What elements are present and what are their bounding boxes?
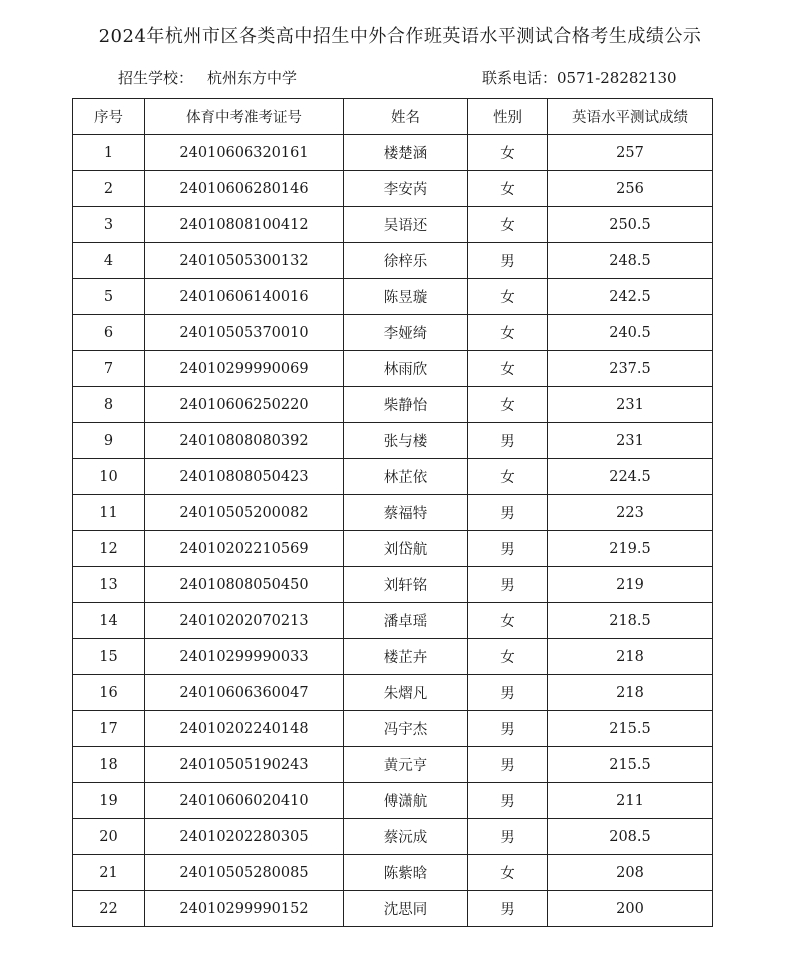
cell-index: 20	[73, 819, 145, 855]
cell-name: 朱熠凡	[344, 675, 468, 711]
cell-score: 256	[548, 171, 713, 207]
cell-name: 林雨欣	[344, 351, 468, 387]
cell-name: 沈思同	[344, 891, 468, 927]
cell-index: 5	[73, 279, 145, 315]
cell-score: 211	[548, 783, 713, 819]
table-row	[73, 891, 713, 927]
table-row	[73, 135, 713, 171]
cell-gender: 女	[468, 603, 548, 639]
cell-index: 17	[73, 711, 145, 747]
cell-score: 237.5	[548, 351, 713, 387]
cell-name: 蔡福特	[344, 495, 468, 531]
header-score: 英语水平测试成绩	[548, 99, 713, 135]
cell-gender: 男	[468, 747, 548, 783]
cell-exam-id: 24010606140016	[145, 279, 344, 315]
cell-gender: 女	[468, 387, 548, 423]
cell-index: 3	[73, 207, 145, 243]
table-row	[73, 387, 713, 423]
cell-name: 柴静怡	[344, 387, 468, 423]
cell-name: 张与楼	[344, 423, 468, 459]
cell-index: 12	[73, 531, 145, 567]
table-row	[73, 855, 713, 891]
cell-index: 4	[73, 243, 145, 279]
cell-name: 刘轩铭	[344, 567, 468, 603]
cell-gender: 男	[468, 495, 548, 531]
cell-name: 李娅绮	[344, 315, 468, 351]
cell-gender: 男	[468, 531, 548, 567]
cell-exam-id: 24010606360047	[145, 675, 344, 711]
cell-index: 1	[73, 135, 145, 171]
cell-score: 257	[548, 135, 713, 171]
cell-index: 8	[73, 387, 145, 423]
cell-index: 13	[73, 567, 145, 603]
table-row	[73, 711, 713, 747]
table-row	[73, 315, 713, 351]
table-row	[73, 639, 713, 675]
cell-score: 240.5	[548, 315, 713, 351]
cell-score: 218	[548, 675, 713, 711]
cell-gender: 男	[468, 891, 548, 927]
cell-score: 218	[548, 639, 713, 675]
cell-score: 219.5	[548, 531, 713, 567]
header-index: 序号	[73, 99, 145, 135]
cell-index: 19	[73, 783, 145, 819]
cell-gender: 女	[468, 171, 548, 207]
cell-gender: 男	[468, 819, 548, 855]
cell-name: 潘卓瑶	[344, 603, 468, 639]
table-row	[73, 603, 713, 639]
cell-gender: 女	[468, 135, 548, 171]
cell-gender: 女	[468, 279, 548, 315]
cell-exam-id: 24010808050450	[145, 567, 344, 603]
cell-score: 215.5	[548, 711, 713, 747]
cell-score: 215.5	[548, 747, 713, 783]
cell-score: 231	[548, 423, 713, 459]
cell-score: 208	[548, 855, 713, 891]
cell-name: 陈紫晗	[344, 855, 468, 891]
cell-name: 蔡沅成	[344, 819, 468, 855]
cell-exam-id: 24010808080392	[145, 423, 344, 459]
table-header-row	[73, 99, 713, 135]
table-row	[73, 567, 713, 603]
cell-name: 林芷依	[344, 459, 468, 495]
page-title: 2024年杭州市区各类高中招生中外合作班英语水平测试合格考生成绩公示	[98, 26, 702, 47]
cell-gender: 女	[468, 315, 548, 351]
cell-name: 傅潇航	[344, 783, 468, 819]
cell-gender: 女	[468, 639, 548, 675]
cell-exam-id: 24010808100412	[145, 207, 344, 243]
table-row	[73, 675, 713, 711]
cell-score: 219	[548, 567, 713, 603]
cell-name: 李安芮	[344, 171, 468, 207]
cell-exam-id: 24010202280305	[145, 819, 344, 855]
cell-gender: 女	[468, 351, 548, 387]
cell-score: 218.5	[548, 603, 713, 639]
cell-exam-id: 24010299990152	[145, 891, 344, 927]
cell-exam-id: 24010505190243	[145, 747, 344, 783]
cell-exam-id: 24010202240148	[145, 711, 344, 747]
table-row	[73, 495, 713, 531]
cell-score: 231	[548, 387, 713, 423]
score-table	[72, 98, 713, 927]
cell-index: 10	[73, 459, 145, 495]
cell-index: 6	[73, 315, 145, 351]
cell-score: 208.5	[548, 819, 713, 855]
table-row	[73, 783, 713, 819]
cell-index: 16	[73, 675, 145, 711]
cell-name: 冯宇杰	[344, 711, 468, 747]
cell-name: 吴语还	[344, 207, 468, 243]
cell-index: 9	[73, 423, 145, 459]
cell-score: 250.5	[548, 207, 713, 243]
cell-exam-id: 24010606250220	[145, 387, 344, 423]
cell-gender: 男	[468, 711, 548, 747]
cell-gender: 女	[468, 855, 548, 891]
school-label: 招生学校：	[118, 69, 194, 87]
header-exam-id: 体育中考准考证号	[145, 99, 344, 135]
table-row	[73, 351, 713, 387]
cell-gender: 女	[468, 207, 548, 243]
cell-exam-id: 24010505200082	[145, 495, 344, 531]
cell-exam-id: 24010606320161	[145, 135, 344, 171]
cell-index: 14	[73, 603, 145, 639]
cell-name: 楼楚涵	[344, 135, 468, 171]
phone-number: 0571-28282130	[557, 69, 677, 87]
cell-exam-id: 24010299990069	[145, 351, 344, 387]
cell-gender: 女	[468, 459, 548, 495]
cell-index: 22	[73, 891, 145, 927]
cell-name: 黄元亨	[344, 747, 468, 783]
cell-score: 242.5	[548, 279, 713, 315]
cell-index: 2	[73, 171, 145, 207]
cell-exam-id: 24010606020410	[145, 783, 344, 819]
cell-score: 224.5	[548, 459, 713, 495]
cell-exam-id: 24010808050423	[145, 459, 344, 495]
cell-name: 徐梓乐	[344, 243, 468, 279]
cell-exam-id: 24010202210569	[145, 531, 344, 567]
table-row	[73, 819, 713, 855]
cell-index: 18	[73, 747, 145, 783]
cell-gender: 男	[468, 423, 548, 459]
phone-info	[482, 67, 677, 88]
table-row	[73, 747, 713, 783]
cell-name: 楼芷卉	[344, 639, 468, 675]
cell-gender: 男	[468, 243, 548, 279]
cell-index: 21	[73, 855, 145, 891]
table-row	[73, 423, 713, 459]
cell-exam-id: 24010606280146	[145, 171, 344, 207]
cell-exam-id: 24010505280085	[145, 855, 344, 891]
table-row	[73, 531, 713, 567]
school-name: 杭州东方中学	[207, 69, 298, 87]
header-name: 姓名	[344, 99, 468, 135]
cell-index: 15	[73, 639, 145, 675]
table-row	[73, 207, 713, 243]
cell-score: 200	[548, 891, 713, 927]
cell-gender: 男	[468, 675, 548, 711]
cell-exam-id: 24010505300132	[145, 243, 344, 279]
cell-index: 7	[73, 351, 145, 387]
cell-gender: 男	[468, 783, 548, 819]
table-row	[73, 279, 713, 315]
cell-gender: 男	[468, 567, 548, 603]
table-body	[73, 135, 713, 927]
cell-exam-id: 24010505370010	[145, 315, 344, 351]
cell-score: 248.5	[548, 243, 713, 279]
cell-index: 11	[73, 495, 145, 531]
cell-exam-id: 24010202070213	[145, 603, 344, 639]
cell-name: 刘岱航	[344, 531, 468, 567]
table-row	[73, 243, 713, 279]
cell-name: 陈昱璇	[344, 279, 468, 315]
cell-exam-id: 24010299990033	[145, 639, 344, 675]
table-row	[73, 171, 713, 207]
phone-label: 联系电话：	[482, 69, 558, 87]
school-info	[118, 67, 297, 88]
header-gender: 性别	[468, 99, 548, 135]
cell-score: 223	[548, 495, 713, 531]
table-row	[73, 459, 713, 495]
